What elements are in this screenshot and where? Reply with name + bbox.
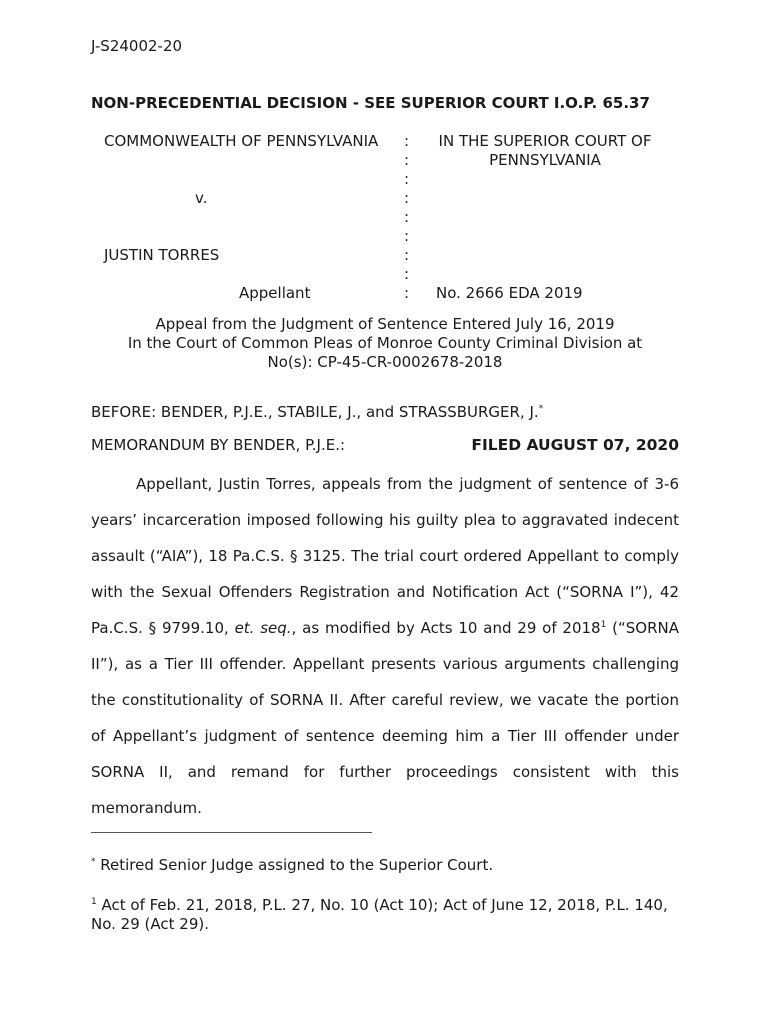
court-line-2: PENNSYLVANIA [489, 151, 601, 169]
footnote-star-ref: * [538, 404, 544, 414]
plaintiff-name: COMMONWEALTH OF PENNSYLVANIA [104, 132, 379, 150]
panel-judges: BEFORE: BENDER, P.J.E., STABILE, J., and STRASSBURGER, J. [91, 403, 539, 421]
footnote-1 [91, 893, 681, 934]
appeal-line-2: In the Court of Common Pleas of Monroe County Criminal Division at [127, 334, 643, 352]
appellant-role: Appellant [239, 284, 311, 302]
court-name [420, 132, 670, 170]
footnote-divider [91, 832, 372, 833]
footnote-1-ref: 1 [600, 620, 607, 630]
colon: : [404, 227, 410, 245]
colon: : [404, 151, 410, 169]
docket-number: J-S24002-20 [91, 37, 183, 55]
decision-banner: NON-PRECEDENTIAL DECISION - SEE SUPERIOR COURT I.O.P. 65.37 [91, 94, 650, 112]
colon: : [404, 208, 410, 226]
caption-divider [404, 132, 414, 303]
defendant-name: JUSTIN TORRES [104, 246, 220, 264]
panel-line [91, 403, 543, 421]
colon: : [404, 170, 410, 188]
filed-date: FILED AUGUST 07, 2020 [471, 436, 679, 454]
memorandum-author: MEMORANDUM BY BENDER, P.J.E.: [91, 436, 346, 454]
colon: : [404, 132, 410, 150]
appeal-line-3: No(s): CP-45-CR-0002678-2018 [267, 353, 503, 371]
versus-label: v. [195, 189, 208, 207]
footnote-1-mark: 1 [91, 897, 97, 907]
body-paragraph [91, 466, 679, 826]
body-text-3: (“SORNA II”), as a Tier III offender. Appellant presents various arguments challenging the constitutionality of SORNA II. After careful review, we vacate the portion of Appellant’s judgment of sentence deeming him a Tier III offender under SORNA II, and remand for further proceedings consistent with this memorandum. [91, 619, 679, 817]
appeal-line-1: Appeal from the Judgment of Sentence Entered July 16, 2019 [155, 315, 615, 333]
body-text-2: , as modified by Acts 10 and 29 of 2018 [291, 619, 601, 637]
case-number: No. 2666 EDA 2019 [436, 284, 583, 302]
opinion-body [91, 466, 679, 826]
footnote-star-text: Retired Senior Judge assigned to the Superior Court. [95, 856, 494, 874]
body-text-1: Appellant, Justin Torres, appeals from the judgment of sentence of 3-6 years’ incarceration imposed following his guilty plea to aggravated indecent assault (“AIA”), 18 Pa.C.S. § 3125. The trial court ordered Appellant to comply with the Sexual Offenders Registration and Notification Act (“SORNA I”), 42 Pa.C.S. § 9799.10, [91, 475, 679, 637]
court-line-1: IN THE SUPERIOR COURT OF [438, 132, 652, 150]
footnote-star [91, 856, 493, 874]
colon: : [404, 284, 410, 302]
footnote-star-mark: * [91, 857, 96, 867]
body-italic: et. seq. [234, 619, 292, 637]
colon: : [404, 189, 410, 207]
colon: : [404, 265, 410, 283]
colon: : [404, 246, 410, 264]
footnote-1-text: Act of Feb. 21, 2018, P.L. 27, No. 10 (Act 10); Act of June 12, 2018, P.L. 140, No. 29 (Act 29). [91, 896, 668, 933]
appeal-description [91, 315, 679, 372]
